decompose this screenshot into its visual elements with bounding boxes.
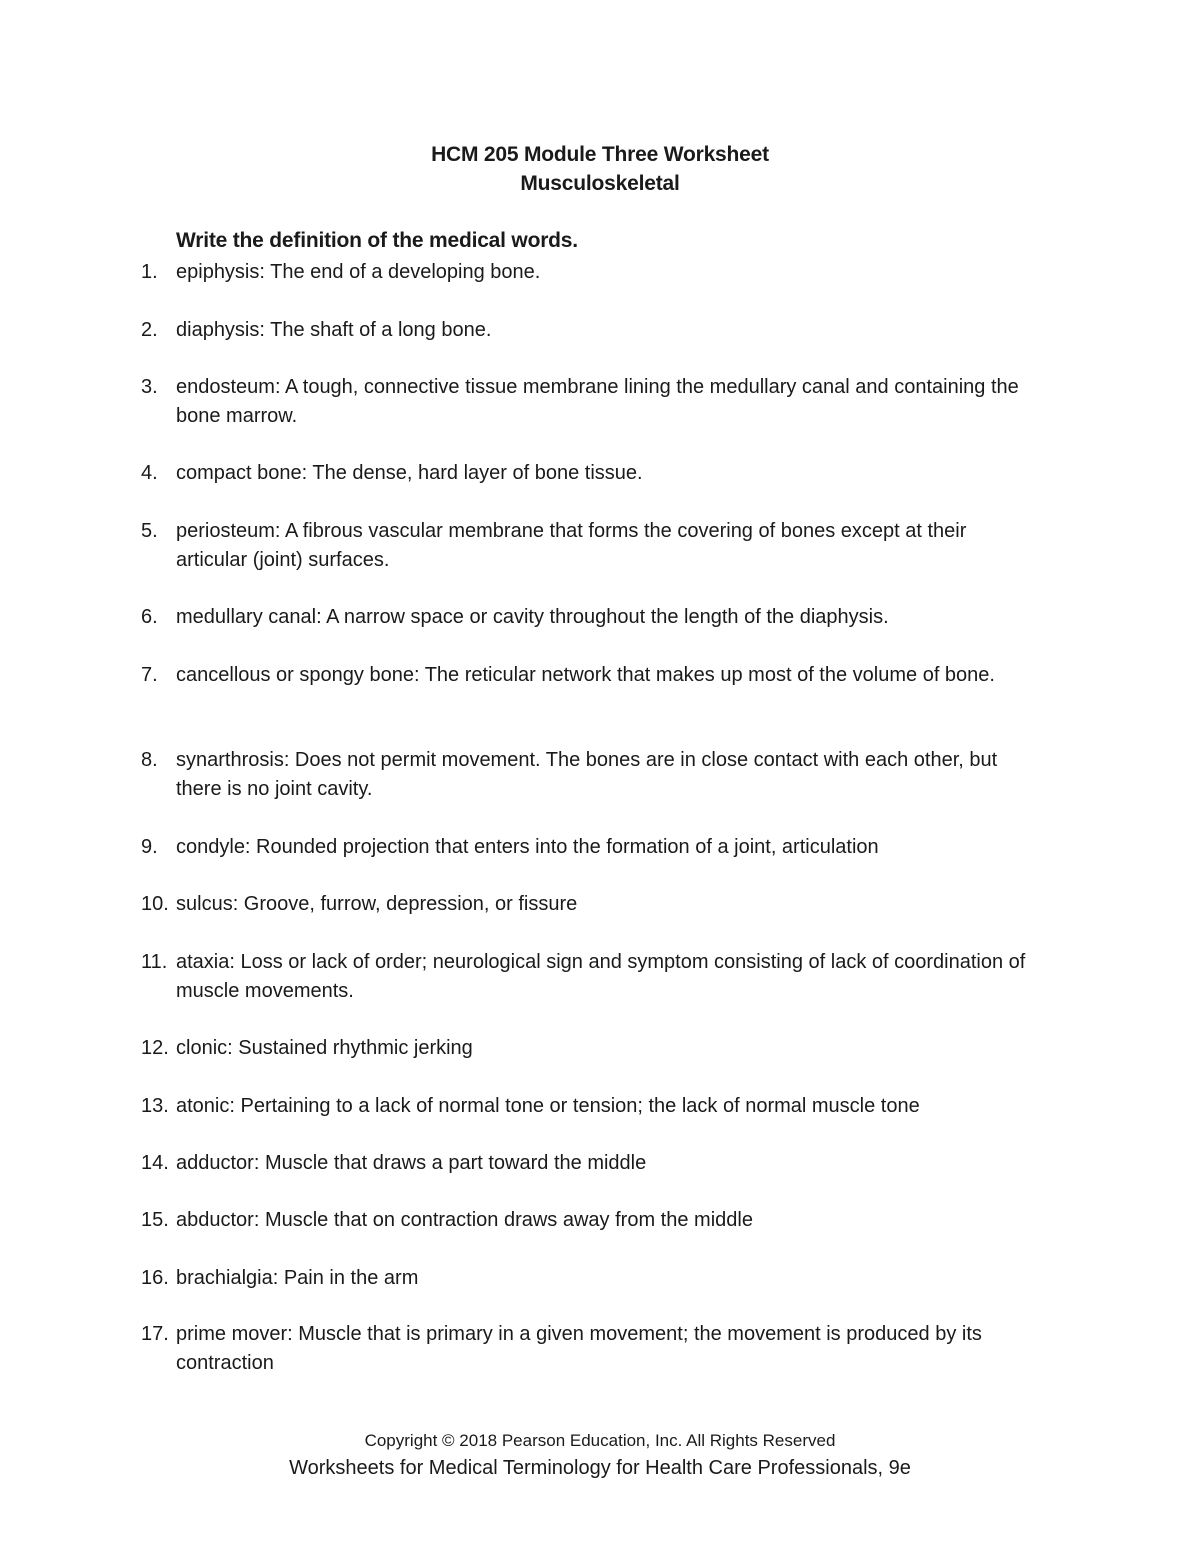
item-text: diaphysis: The shaft of a long bone.	[176, 319, 492, 341]
item-text: synarthrosis: Does not permit movement. The bones are in close contact with each other, but there is no joint cavity.	[176, 749, 998, 800]
item-number: 10.	[141, 893, 169, 915]
item-number: 13.	[141, 1095, 169, 1117]
item-number: 14.	[141, 1152, 169, 1174]
item-number: 6.	[141, 606, 158, 628]
item-text: periosteum: A fibrous vascular membrane that forms the covering of bones except at their articular (joint) surfaces.	[176, 520, 967, 571]
item-text: endosteum: A tough, connective tissue membrane lining the medullary canal and containing the bone marrow.	[176, 376, 1019, 427]
item-text: cancellous or spongy bone: The reticular network that makes up most of the volume of bone.	[176, 664, 995, 686]
item-text: abductor: Muscle that on contraction draws away from the middle	[176, 1209, 753, 1231]
item-number: 11.	[141, 951, 168, 973]
copyright-notice: Copyright © 2018 Pearson Education, Inc. All Rights Reserved	[364, 1431, 836, 1450]
item-text: brachialgia: Pain in the arm	[176, 1267, 419, 1289]
item-number: 8.	[141, 749, 158, 771]
item-text: epiphysis: The end of a developing bone.	[176, 261, 541, 283]
item-number: 16.	[141, 1267, 169, 1289]
worksheet-subtitle: Musculoskeletal	[520, 172, 680, 195]
item-number: 17.	[141, 1323, 169, 1345]
item-text: prime mover: Muscle that is primary in a given movement; the movement is produced by its contraction	[176, 1323, 982, 1374]
item-text: adductor: Muscle that draws a part toward the middle	[176, 1152, 647, 1174]
item-number: 3.	[141, 376, 158, 398]
item-text: clonic: Sustained rhythmic jerking	[176, 1037, 473, 1059]
item-number: 15.	[141, 1209, 169, 1231]
item-number: 1.	[141, 261, 158, 283]
item-text: compact bone: The dense, hard layer of bone tissue.	[176, 462, 643, 484]
item-text: medullary canal: A narrow space or cavity throughout the length of the diaphysis.	[176, 606, 889, 628]
item-number: 7.	[141, 664, 158, 686]
item-text: condyle: Rounded projection that enters into the formation of a joint, articulation	[176, 836, 879, 858]
item-text: sulcus: Groove, furrow, depression, or fissure	[176, 893, 578, 915]
item-number: 12.	[141, 1037, 169, 1059]
item-number: 2.	[141, 319, 158, 341]
item-number: 4.	[141, 462, 158, 484]
book-title: Worksheets for Medical Terminology for Health Care Professionals, 9e	[289, 1457, 911, 1479]
instructions-heading: Write the definition of the medical words.	[176, 229, 578, 252]
item-text: atonic: Pertaining to a lack of normal tone or tension; the lack of normal muscle tone	[176, 1095, 920, 1117]
item-text: ataxia: Loss or lack of order; neurological sign and symptom consisting of lack of coordination of muscle movements.	[176, 951, 1026, 1002]
item-number: 5.	[141, 520, 158, 542]
item-number: 9.	[141, 836, 158, 858]
worksheet-title: HCM 205 Module Three Worksheet	[431, 143, 769, 166]
